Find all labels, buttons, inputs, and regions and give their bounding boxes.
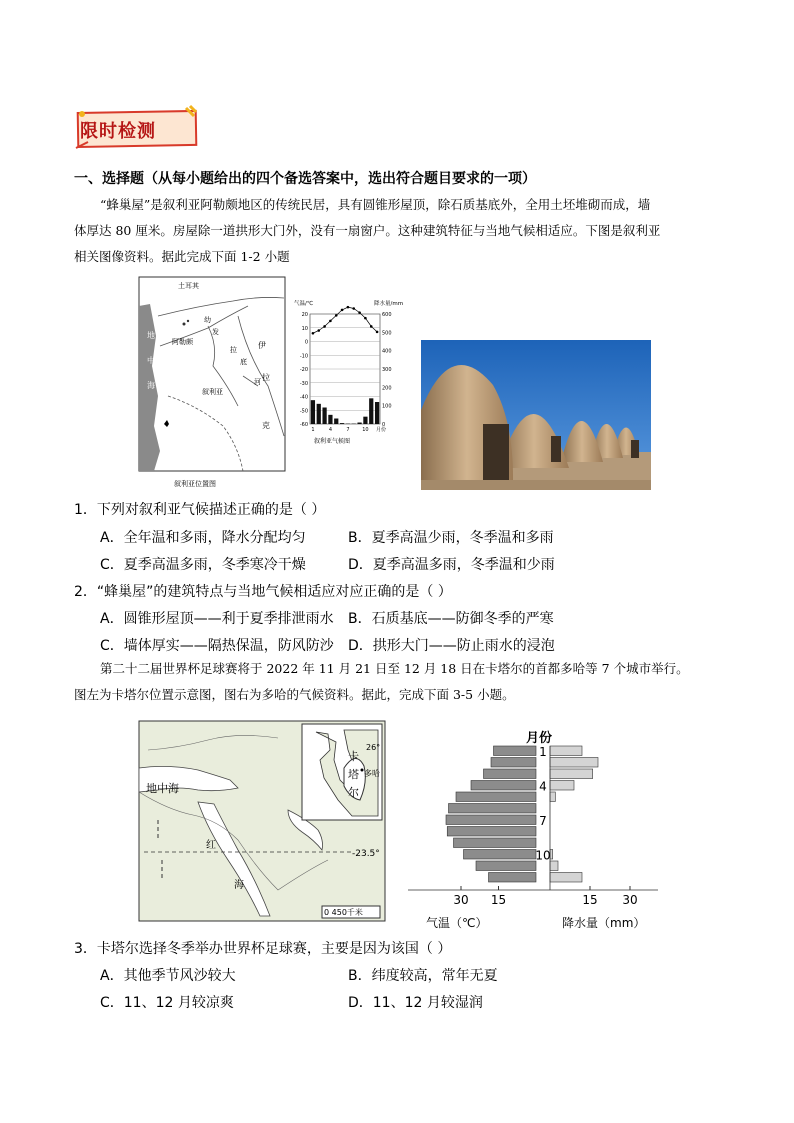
map-label-qatar: 卡 (348, 750, 359, 763)
map-label-sea: 海 (234, 880, 244, 891)
chart1-ytick: -10 (299, 353, 308, 360)
chart1-y2tick: 200 (382, 385, 392, 392)
section-title: 一、选择题（从每小题给出的四个备选答案中，选出符合题目要求的一项） (74, 171, 536, 187)
chart2-temp-bar (449, 804, 537, 814)
chart2-xlabel-left: 气温（℃） (426, 916, 488, 930)
chart2-precip-bar (550, 873, 582, 883)
chart2-precip-bar (550, 861, 558, 871)
chart1-title: 叙利亚气候图 (314, 438, 351, 444)
chart1-precip-bar (357, 423, 361, 424)
chart1-ytick: 20 (301, 312, 308, 318)
chart2-right-tick: 30 (622, 893, 638, 907)
svg-text:克: 克 (262, 421, 270, 430)
map-scale: 0 450千米 (324, 908, 363, 917)
passage2-line2: 图左为卡塔尔位置示意图，图右为多哈的气候资料。据此，完成下面 3-5 小题。 (74, 687, 515, 702)
chart1-y2tick: 600 (382, 312, 392, 318)
chart2-temp-bar (446, 815, 536, 825)
chart2-precip-bar (550, 769, 593, 779)
arched-door-icon (483, 424, 509, 482)
chart1-precip-bar (311, 400, 315, 424)
chart2-precip-bar (550, 792, 555, 802)
chart2-temp-bar (464, 850, 537, 860)
question-1-stem: 1．下列对叙利亚气候描述正确的是（ ） (74, 502, 326, 518)
chart1-ytick: -30 (299, 380, 308, 387)
chart2-temp-bar (471, 781, 536, 791)
chart2-temp-bar (494, 746, 537, 756)
q2-option-a[interactable]: A．圆锥形屋顶——利于夏季排泄雨水 (100, 611, 334, 627)
map-label-syria: 叙利亚 (202, 388, 223, 396)
q2-option-d[interactable]: D．拱形大门——防止雨水的浸泡 (348, 638, 555, 654)
chart1-xtick: 7 (346, 427, 350, 433)
svg-text:26°: 26° (366, 743, 381, 752)
chart1-xunit: 月份 (376, 427, 387, 433)
chart1-xtick: 1 (311, 427, 315, 433)
chart1-temp-point (323, 325, 326, 328)
q1-option-d[interactable]: D．夏季高温多雨，冬季温和少雨 (348, 557, 555, 573)
map-label-red: 红 (206, 840, 216, 851)
q2-option-b[interactable]: B．石质基底——防御冬季的严寒 (348, 611, 554, 627)
chart1-y2tick: 0 (382, 422, 386, 428)
q2-option-c[interactable]: C．墙体厚实——隔热保温，防风防沙 (100, 638, 334, 654)
svg-text:塔: 塔 (348, 768, 359, 781)
chart2-temp-bar (491, 758, 536, 768)
doha-climate-chart (408, 728, 670, 932)
map-label-doha: 多哈 (364, 769, 380, 778)
chart1-temp-point (317, 329, 320, 332)
chart1-y2tick: 500 (382, 330, 392, 337)
chart1-temp-point (364, 317, 367, 320)
syria-location-map (138, 276, 286, 490)
q1-option-b[interactable]: B．夏季高温少雨，冬季温和多雨 (348, 530, 554, 546)
chart1-precip-bar (363, 417, 367, 424)
chart1-ytick: 10 (301, 325, 308, 332)
svg-text:拉: 拉 (262, 373, 270, 382)
chart2-month-tick: 10 (535, 848, 551, 863)
chart1-xtick: 10 (362, 427, 369, 433)
chart2-temp-bar (454, 838, 537, 848)
q3-option-d[interactable]: D．11、12 月较湿润 (348, 995, 483, 1011)
chart2-temp-bar (456, 792, 536, 802)
chart1-precip-bar (328, 415, 332, 424)
svg-text:海: 海 (147, 381, 155, 390)
chart1-precip-bar (375, 402, 379, 424)
chart2-temp-bar (489, 873, 537, 883)
svg-text:伊: 伊 (258, 341, 266, 350)
chart1-temp-point (341, 309, 344, 312)
chart1-ytick: -20 (299, 367, 308, 373)
q1-option-a[interactable]: A．全年温和多雨，降水分配均匀 (100, 530, 306, 546)
chart2-precip-bar (550, 758, 598, 768)
chart2-ylabel: 月份 (526, 731, 553, 746)
chart1-y2tick: 300 (382, 367, 392, 373)
chart2-month-tick: 1 (539, 744, 547, 759)
chart1-temp-line (313, 307, 377, 333)
chart1-xtick: 4 (328, 427, 333, 433)
syria-climate-chart (292, 296, 408, 444)
chart1-temp-point (376, 331, 379, 334)
chart1-ytick: -40 (299, 394, 308, 401)
svg-text:尔: 尔 (348, 786, 359, 799)
q3-option-a[interactable]: A．其他季节风沙较大 (100, 968, 236, 984)
map-label-turkey: 土耳其 (178, 282, 199, 290)
chart1-temp-point (358, 311, 361, 314)
chart1-temp-point (312, 332, 315, 335)
beehive-house-photo (421, 340, 651, 490)
chart1-ylabel: 气温/℃ (294, 301, 314, 307)
question-3-stem: 3．卡塔尔选择冬季举办世界杯足球赛，主要是因为该国（ ） (74, 941, 452, 957)
svg-text:中: 中 (147, 356, 155, 365)
chart1-temp-point (329, 320, 332, 323)
passage2-line1: 第二十二届世界杯足球赛将于 2022 年 11 月 21 日至 12 月 18 日在卡塔尔的首都多哈等 7 个城市举行。 (100, 661, 689, 676)
chart2-month-tick: 4 (539, 779, 547, 794)
section-badge-label: 限时检测 (80, 121, 156, 142)
map-label-med: 地中海 (146, 782, 179, 795)
chart1-precip-bar (322, 408, 326, 425)
passage1-line2: 体厚达 80 厘米。房屋除一道拱形大门外，没有一扇窗户。这种建筑特征与当地气候相适应。下图是叙利亚 (74, 223, 661, 238)
chart1-precip-bar (340, 423, 344, 424)
question-2-stem: 2．“蜂巢屋”的建筑特点与当地气候相适应对应正确的是（ ） (74, 584, 452, 600)
map-label-aleppo: 阿勒颇 (172, 338, 193, 346)
chart1-y2label: 降水量/mm (374, 301, 404, 307)
svg-text:发: 发 (212, 328, 219, 336)
qatar-location-map (138, 720, 386, 922)
chart1-ytick: -60 (299, 422, 308, 428)
chart1-temp-point (352, 307, 355, 310)
svg-text:幼: 幼 (204, 316, 211, 324)
chart1-ytick: -50 (299, 408, 308, 415)
q1-option-c[interactable]: C．夏季高温多雨，冬季寒冷干燥 (100, 557, 306, 573)
aleppo-marker-icon (183, 323, 186, 326)
chart2-precip-bar (550, 746, 582, 756)
q3-option-c[interactable]: C．11、12 月较凉爽 (100, 995, 234, 1011)
passage1-line3: 相关图像资料。据此完成下面 1-2 小题 (74, 249, 290, 264)
chart1-ytick: 0 (304, 339, 308, 346)
chart1-precip-bar (369, 398, 373, 424)
chart2-left-tick: 30 (453, 893, 469, 907)
chart2-right-tick: 15 (582, 893, 598, 907)
chart1-temp-point (370, 325, 373, 328)
chart1-y2tick: 400 (382, 348, 392, 355)
chart2-precip-bar (550, 781, 574, 791)
chart1-y2tick: 100 (382, 403, 392, 410)
chart2-left-tick: 15 (490, 893, 507, 907)
chart2-xlabel-right: 降水量（mm） (562, 916, 646, 930)
chart2-temp-bar (484, 769, 537, 779)
q3-option-b[interactable]: B．纬度较高，常年无夏 (348, 968, 498, 984)
chart1-precip-bar (317, 404, 321, 424)
svg-text:地: 地 (147, 331, 155, 340)
svg-text:河: 河 (254, 378, 261, 386)
syria-map-caption: 叙利亚位置图 (174, 480, 216, 488)
chart2-temp-bar (447, 827, 536, 837)
chart2-temp-bar (476, 861, 536, 871)
chart1-temp-point (347, 306, 350, 309)
svg-text:拉: 拉 (230, 346, 237, 354)
chart1-temp-point (335, 314, 338, 317)
passage1-line1: “蜂巢屋”是叙利亚阿勒颇地区的传统民居，具有圆锥形屋顶，除石质基底外，全用土坯堆砌而成，墙 (100, 197, 651, 212)
svg-text:-23.5°: -23.5° (352, 849, 380, 859)
chart1-precip-bar (334, 419, 338, 425)
chart2-month-tick: 7 (539, 813, 547, 828)
svg-text:底: 底 (240, 358, 247, 366)
